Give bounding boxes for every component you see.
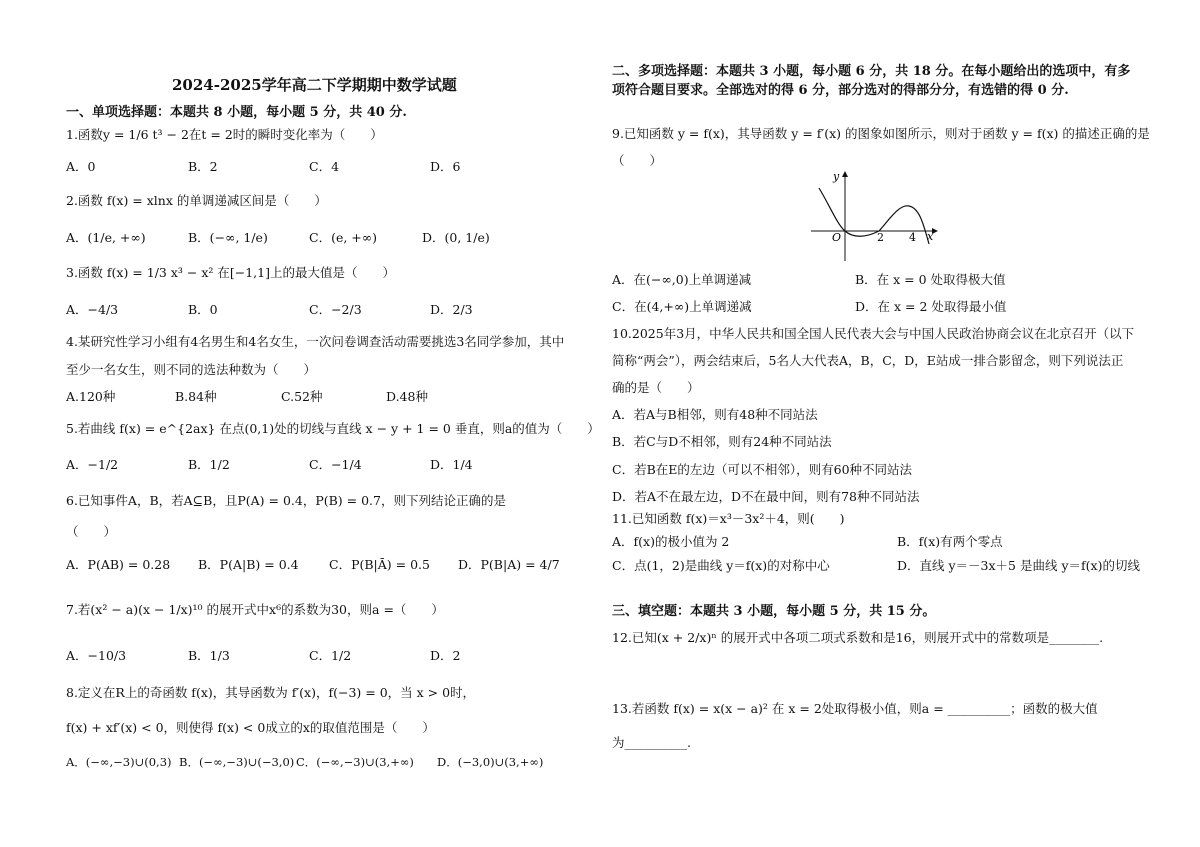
question-8-stem-line1: 8.定义在R上的奇函数 f(x)，其导函数为 f′(x)，f(−3) = 0，当 x > 0时，: [66, 685, 476, 700]
question-5-option-a: A．−1/2: [66, 457, 119, 472]
question-2-option-c: C．(e, +∞): [309, 230, 378, 245]
question-2-stem: 2.函数 f(x) = xlnx 的单调递减区间是（ ）: [66, 193, 327, 208]
question-5-stem: 5.若曲线 f(x) = e^{2ax} 在点(0,1)处的切线与直线 x − y + 1 = 0 垂直，则a的值为（ ）: [66, 421, 600, 436]
question-4-option-d: D.48种: [386, 389, 428, 404]
question-3-stem: 3.函数 f(x) = 1/3 x³ − x² 在[−1,1]上的最大值是（ ）: [66, 265, 395, 280]
question-9-stem: 9.已知函数 y = f(x)，其导函数 y = f′(x) 的图象如图所示，则对于函数 y = f(x) 的描述正确的是: [612, 126, 1150, 141]
question-6-option-d: D．P(B|A) = 4/7: [458, 557, 560, 572]
question-4-option-c: C.52种: [281, 389, 323, 404]
question-11-option-d: D．直线 y＝－3x＋5 是曲线 y＝f(x)的切线: [897, 558, 1140, 573]
question-1-option-c: C．4: [309, 159, 340, 174]
graph-tick-2: 2: [877, 231, 884, 244]
question-10-option-b: B．若C与D不相邻，则有24种不同站法: [612, 434, 832, 449]
derivative-graph: [805, 168, 945, 268]
question-12-stem: 12.已知(x + 2/x)ⁿ 的展开式中各项二项式系数和是16，则展开式中的常数项是________.: [612, 630, 1104, 645]
question-10-stem-line2: 简称“两会”），两会结束后，5名人大代表A，B，C，D，E站成一排合影留念，则下列说法正: [612, 353, 1124, 368]
question-11-option-b: B．f(x)有两个零点: [897, 534, 1003, 549]
question-2-option-b: B．(−∞, 1/e): [188, 230, 268, 245]
question-4-option-b: B.84种: [175, 389, 217, 404]
question-9-option-b: B．在 x = 0 处取得极大值: [855, 272, 1006, 287]
question-9-option-a: A．在(−∞,0)上单调递减: [612, 272, 752, 287]
question-5-option-d: D．1/4: [430, 457, 473, 472]
question-11-option-a: A．f(x)的极小值为 2: [612, 534, 730, 549]
page-title: 2024-2025学年高二下学期期中数学试题: [172, 76, 457, 94]
question-11-option-c: C．点(1，2)是曲线 y＝f(x)的对称中心: [612, 558, 830, 573]
question-3-option-d: D．2/3: [430, 302, 473, 317]
question-7-option-d: D．2: [430, 648, 461, 663]
question-8-option-a: A．(−∞,−3)∪(0,3): [66, 755, 172, 769]
question-3-option-a: A．−4/3: [66, 302, 119, 317]
question-13-stem-line1: 13.若函数 f(x) = x(x − a)² 在 x = 2处取得极小值，则a = __________；函数的极大值: [612, 701, 1098, 716]
question-8-stem-line2: f(x) + xf′(x) < 0，则使得 f(x) < 0成立的x的取值范围是（ ）: [66, 720, 435, 735]
graph-x-label: x: [927, 230, 934, 243]
question-1-option-a: A．0: [66, 159, 96, 174]
question-1-option-d: D．6: [430, 159, 461, 174]
question-6-stem: 6.已知事件A，B，若A⊆B，且P(A) = 0.4，P(B) = 0.7，则下列结论正确的是: [66, 493, 506, 508]
graph-tick-4: 4: [909, 231, 916, 244]
graph-y-label: y: [833, 170, 840, 183]
section-3-heading: 三、填空题：本题共 3 小题，每小题 5 分，共 15 分。: [612, 604, 936, 619]
question-8-option-c: C．(−∞,−3)∪(3,+∞): [296, 755, 414, 769]
question-13-stem-line2: 为__________.: [612, 735, 691, 750]
question-9-option-d: D．在 x = 2 处取得最小值: [855, 299, 1007, 314]
question-7-stem: 7.若(x² − a)(x − 1/x)¹⁰ 的展开式中x⁶的系数为30，则a =（ ）: [66, 602, 444, 617]
question-7-option-a: A．−10/3: [66, 648, 127, 663]
question-7-option-c: C．1/2: [309, 648, 352, 663]
question-4-stem-line1: 4.某研究性学习小组有4名男生和4名女生，一次问卷调查活动需要挑选3名同学参加，其中: [66, 334, 565, 349]
question-3-option-c: C．−2/3: [309, 302, 362, 317]
question-1-option-b: B．2: [188, 159, 218, 174]
question-6-option-a: A．P(AB) = 0.28: [66, 557, 171, 572]
question-8-option-d: D．(−3,0)∪(3,+∞): [437, 755, 544, 769]
question-10-option-a: A．若A与B相邻，则有48种不同站法: [612, 407, 818, 422]
question-4-option-a: A.120种: [66, 389, 116, 404]
question-6-option-b: B．P(A|B) = 0.4: [198, 557, 299, 572]
question-5-option-b: B．1/2: [188, 457, 230, 472]
graph-origin-label: O: [832, 231, 842, 244]
question-10-option-c: C．若B在E的左边（可以不相邻），则有60种不同站法: [612, 462, 913, 477]
section-1-heading: 一、单项选择题：本题共 8 小题，每小题 5 分，共 40 分.: [66, 105, 407, 120]
section-2-heading: 二、多项选择题：本题共 3 小题，每小题 6 分，共 18 分。在每小题给出的选项中，有多项符合题目要求。全部选对的得 6 分，部分选对的得部分分，有选错的得 0 分.: [612, 64, 1131, 98]
question-4-stem-line2: 至少一名女生，则不同的选法种数为（ ）: [66, 362, 317, 377]
question-6-option-c: C．P(B|Ā) = 0.5: [329, 557, 430, 572]
question-1-stem: 1.函数y = 1/6 t³ − 2在t = 2时的瞬时变化率为（ ）: [66, 127, 383, 142]
question-10-stem-line3: 确的是（ ）: [612, 380, 700, 395]
question-9-option-c: C．在(4,+∞)上单调递减: [612, 299, 752, 314]
question-7-option-b: B．1/3: [188, 648, 230, 663]
question-5-option-c: C．−1/4: [309, 457, 362, 472]
question-6-answer-paren: （ ）: [66, 524, 117, 539]
question-2-option-d: D．(0, 1/e): [422, 230, 490, 245]
question-11-stem: 11.已知函数 f(x)＝x³－3x²＋4，则( ): [612, 511, 845, 526]
question-10-stem-line1: 10.2025年3月，中华人民共和国全国人民代表大会与中国人民政治协商会议在北京召开（以下: [612, 326, 1135, 341]
question-2-option-a: A．(1/e, +∞): [66, 230, 146, 245]
question-9-answer-paren: （ ）: [612, 153, 663, 168]
question-8-option-b: B．(−∞,−3)∪(−3,0): [179, 755, 295, 769]
question-3-option-b: B．0: [188, 302, 218, 317]
question-10-option-d: D．若A不在最左边，D不在最中间，则有78种不同站法: [612, 489, 920, 504]
